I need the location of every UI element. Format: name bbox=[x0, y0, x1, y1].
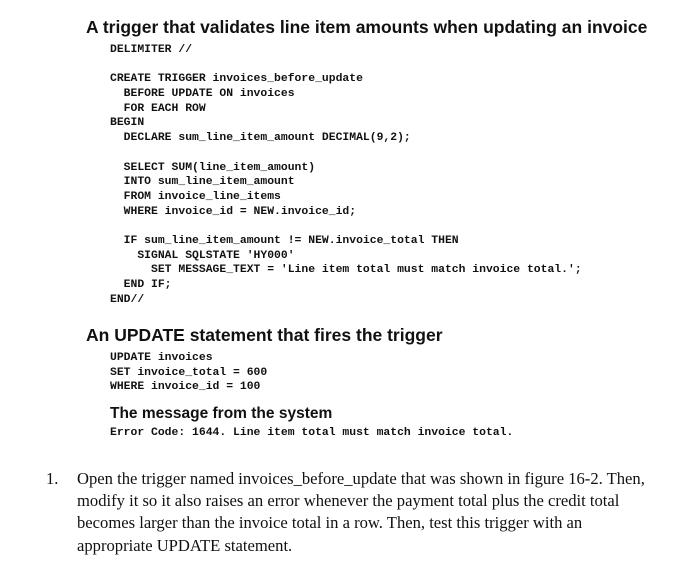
code-line: BEGIN bbox=[110, 117, 145, 130]
code-line: SET invoice_total = 600 bbox=[110, 366, 268, 379]
code-line: END// bbox=[110, 293, 145, 306]
code-line bbox=[110, 58, 582, 73]
system-message-code bbox=[110, 426, 513, 441]
exercise-number: 1. bbox=[46, 469, 59, 488]
trigger-heading: A trigger that validates line item amounts when updating an invoice bbox=[86, 17, 648, 37]
system-message-heading: The message from the system bbox=[110, 405, 333, 422]
code-line: SIGNAL SQLSTATE 'HY000' bbox=[110, 249, 295, 262]
update-code-block bbox=[110, 351, 267, 395]
code-line: FROM invoice_line_items bbox=[110, 190, 281, 203]
code-line bbox=[110, 146, 582, 161]
code-line: BEFORE UPDATE ON invoices bbox=[110, 88, 295, 101]
exercise-text: Open the trigger named invoices_before_update that was shown in figure 16-2. Then, modify it so it also raises an error whenever the payment total plus the credit total becomes larger than the invoice total in a row. Then, test this trigger with an appropriate UPDATE statement. bbox=[77, 469, 645, 555]
code-line: END IF; bbox=[110, 279, 172, 291]
code-line: DECLARE sum_line_item_amount DECIMAL(9,2); bbox=[110, 132, 411, 145]
code-line: IF sum_line_item_amount != NEW.invoice_total THEN bbox=[110, 234, 459, 247]
code-line: WHERE invoice_id = NEW.invoice_id; bbox=[110, 205, 357, 218]
code-line: DELIMITER // bbox=[110, 44, 193, 56]
code-line: CREATE TRIGGER invoices_before_update bbox=[110, 73, 363, 86]
code-line: SELECT SUM(line_item_amount) bbox=[110, 161, 316, 174]
code-line: Error Code: 1644. Line item total must match invoice total. bbox=[110, 427, 514, 439]
trigger-code-block bbox=[110, 43, 582, 307]
code-line: UPDATE invoices bbox=[110, 352, 213, 364]
update-statement-heading: An UPDATE statement that fires the trigger bbox=[86, 325, 443, 345]
code-line bbox=[110, 219, 582, 234]
code-line: SET MESSAGE_TEXT = 'Line item total must match invoice total.'; bbox=[110, 264, 582, 277]
code-line: WHERE invoice_id = 100 bbox=[110, 381, 261, 394]
code-line: FOR EACH ROW bbox=[110, 102, 206, 115]
code-line: INTO sum_line_item_amount bbox=[110, 176, 295, 189]
